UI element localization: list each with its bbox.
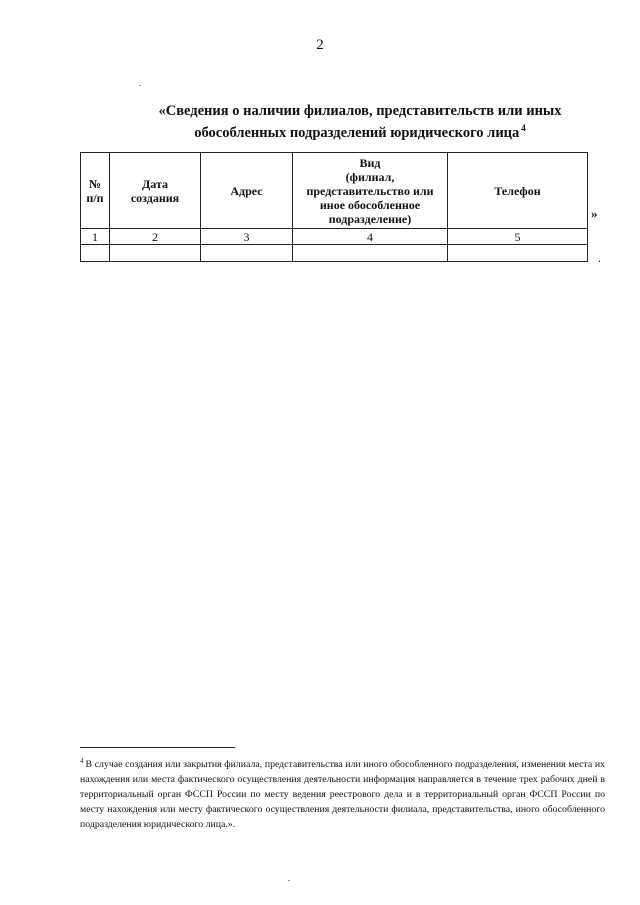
footnote-marker: 4 (80, 757, 84, 765)
header-date-line: Дата (142, 176, 168, 191)
header-type-line: подразделение) (328, 211, 412, 226)
table-cell (201, 245, 293, 262)
footnote-text: В случае создания или закрытия филиала, представительства или иного обособленного подразделения, изменения места их нахождения или места фактического осуществления деятельности информация направляется в течение трех рабочих дней в территориальный орган ФССП России по месту ведения реестрового дела и в территориальный орган ФССП России по месту нахождения или месту фактического осуществления деятельности филиала, представительства, иного обособленного подразделения юридического лица.». (80, 759, 605, 830)
column-number: 4 (293, 229, 448, 245)
table-cell (110, 245, 201, 262)
header-date-line: создания (130, 190, 180, 205)
footnote-divider (80, 747, 235, 748)
column-numbering-row (81, 229, 588, 245)
closing-quote: » (591, 206, 598, 221)
header-type-line: Вид (359, 155, 381, 170)
header-phone-line: Телефон (494, 183, 541, 198)
header-type-line: представительство или (306, 183, 434, 198)
branches-table (80, 152, 588, 262)
header-date-created (110, 153, 201, 229)
heading-line-2-text: обособленных подразделений юридического лица (194, 125, 520, 141)
column-number: 5 (448, 229, 588, 245)
header-type-line: (филиал, (345, 169, 395, 184)
table-row (81, 245, 588, 262)
table-cell (293, 245, 448, 262)
header-type (293, 153, 448, 229)
section-heading (100, 103, 620, 142)
heading-line-1: «Сведения о наличии филиалов, представительств или иных (158, 103, 562, 119)
table-header-row (81, 153, 588, 229)
header-address (201, 153, 293, 229)
header-number (81, 153, 110, 229)
header-type-line: иное обособленное (319, 197, 421, 212)
closing-dot: . (598, 251, 601, 265)
column-number: 1 (81, 229, 110, 245)
table-cell (81, 245, 110, 262)
footnote (80, 754, 605, 832)
header-number-line: № (88, 176, 102, 191)
header-phone (448, 153, 588, 229)
column-number: 2 (110, 229, 201, 245)
scan-speck (288, 880, 290, 881)
header-number-line: п/п (86, 190, 104, 205)
scan-speck (139, 85, 141, 86)
heading-footnote-ref: 4 (521, 123, 526, 133)
header-address-line: Адрес (230, 183, 263, 198)
heading-line-2 (100, 120, 620, 142)
page-number: 2 (316, 37, 324, 53)
column-number: 3 (201, 229, 293, 245)
table-cell (448, 245, 588, 262)
